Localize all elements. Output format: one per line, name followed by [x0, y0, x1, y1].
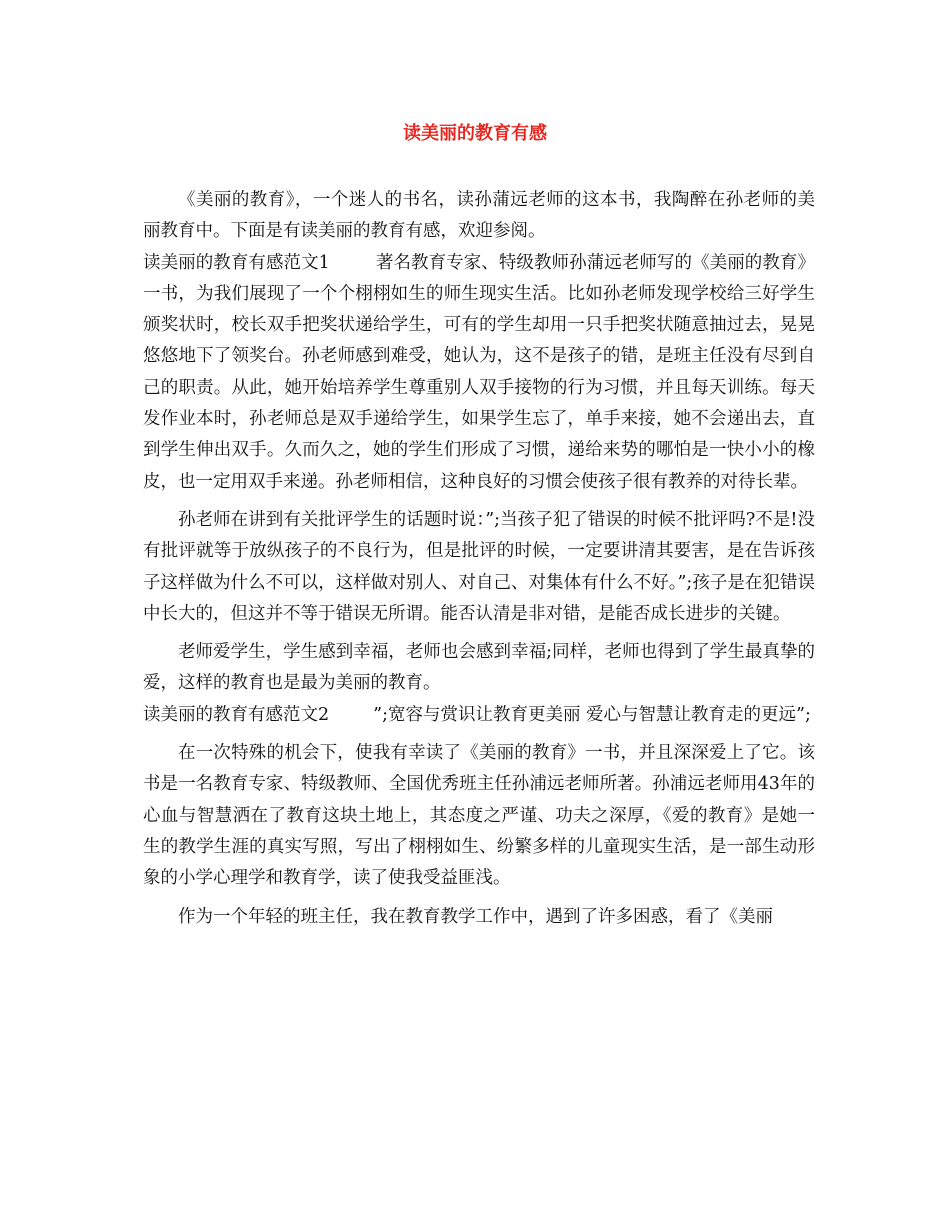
- intro-paragraph: 《美丽的教育》，一个迷人的书名，读孙蒲远老师的这本书，我陶醉在孙老师的美丽教育中。下面是有读美丽的教育有感，欢迎参阅。: [143, 190, 815, 242]
- essay1-paragraph: [143, 248, 815, 498]
- essay2-heading: 读美丽的教育有感范文2: [143, 704, 330, 725]
- chance-paragraph: 在一次特殊的机会下，使我有幸读了《美丽的教育》一书，并且深深爱上了它。该书是一名教育专家、特级教师、全国优秀班主任孙浦远老师所著。孙浦远老师用43年的心血与智慧洒在了教育这块土地上，其态度之严谨、功夫之深厚，《爱的教育》是她一生的教学生涯的真实写照，写出了栩栩如生、纷繁多样的儿童现实生活，是一部生动形象的小学心理学和教育学，读了使我受益匪浅。: [143, 743, 815, 889]
- essay1-heading: 读美丽的教育有感范文1: [143, 252, 330, 273]
- teacher-paragraph: 作为一个年轻的班主任，我在教育教学工作中，遇到了许多困惑，看了《美丽: [178, 906, 773, 927]
- document-body: [143, 185, 815, 933]
- essay1-text: 著名教育专家、特级教师孙蒲远老师写的《美丽的教育》一书，为我们展现了一个个栩栩如生的师生现实生活。比如孙老师发现学校给三好学生颁奖状时，校长双手把奖状递给学生，可有的学生却用一只手把奖状随意抽过去，晃晃悠悠地下了领奖台。孙老师感到难受，她认为，这不是孩子的错，是班主任没有尽到自己的职责。从此，她开始培养学生尊重别人双手接物的行为习惯，并且每天训练。每天发作业本时，孙老师总是双手递给学生，如果学生忘了，单手来接，她不会递出去，直到学生伸出双手。久而久之，她的学生们形成了习惯，递给来势的哪怕是一快小小的橡皮，也一定用双手来递。孙老师相信，这种良好的习惯会使孩子很有教养的对待长辈。: [143, 252, 815, 492]
- page-title: 读美丽的教育有感: [403, 123, 547, 144]
- love-paragraph: 老师爱学生，学生感到幸福，老师也会感到幸福;同样，老师也得到了学生最真挚的爱，这样的教育也是最为美丽的教育。: [143, 642, 815, 694]
- essay2-text: ”;宽容与赏识让教育更美丽 爱心与智慧让教育走的更远”;: [373, 704, 811, 725]
- essay2-paragraph: [143, 700, 815, 731]
- criticism-paragraph: 孙老师在讲到有关批评学生的话题时说：”;当孩子犯了错误的时候不批评吗?不是!没有批评就等于放纵孩子的不良行为，但是批评的时候，一定要讲清其要害，是在告诉孩子这样做为什么不可以，这样做对别人、对自己、对集体有什么不好。”;孩子是在犯错误中长大的，但这并不等于错误无所谓。能否认清是非对错，是能否成长进步的关键。: [143, 509, 815, 624]
